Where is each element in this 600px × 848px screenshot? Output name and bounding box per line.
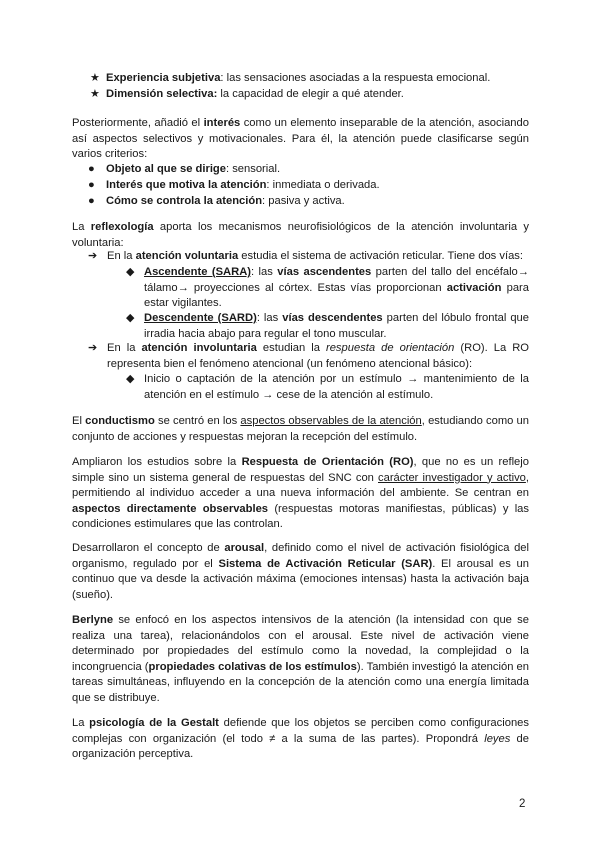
- bullet-item: ● Interés que motiva la atención: inmediata o derivada.: [88, 178, 528, 194]
- page-number: 2: [519, 798, 526, 810]
- diamond-icon: ◆: [126, 373, 135, 385]
- star-icon: ★: [90, 72, 101, 84]
- bullet-icon: ●: [88, 195, 95, 207]
- bullet-item: ● Objeto al que se dirige: sensorial.: [88, 162, 528, 178]
- star-item: ★ Experiencia subjetiva: las sensaciones asociadas a la respuesta emocional.: [90, 71, 530, 87]
- reflexology-paragraph: La reflexología aporta los mecanismos neurofisiológicos de la atención involuntaria y voluntaria:: [72, 221, 529, 249]
- diamond-icon: ◆: [126, 266, 135, 278]
- arrow-icon: ➔: [88, 342, 98, 354]
- arrow-item-involuntary: ➔ En la atención involuntaria estudian la respuesta de orientación (RO). La RO representa bien el fenómeno atencional (un fenómeno atencional básico):: [88, 342, 530, 370]
- star-icon: ★: [90, 88, 101, 100]
- arrow-icon: ➔: [88, 250, 98, 262]
- berlyne-paragraph: Berlyne se enfocó en los aspectos intensivos de la atención (la intensidad con que se realiza una tarea), relacionándolos con el arousal. Este nivel de activación viene determinado por propiedades del estímulo como la novedad, la complejidad o la incongruencia (propiedades colativas de los estímulos). También investigó la atención en tareas simultáneas, influyendo en la concepción de la atención como una energía limitada que se distribuye.: [72, 614, 529, 704]
- star-item: ★ Dimensión selectiva: la capacidad de elegir a qué atender.: [90, 87, 530, 103]
- diamond-item-sard: ◆ Descendente (SARD): las vías descendentes parten del lóbulo frontal que irradia hacia abajo para regular el tono muscular.: [126, 312, 529, 340]
- bullet-item: ● Cómo se controla la atención: pasiva y activa.: [88, 194, 528, 210]
- gestalt-paragraph: La psicología de la Gestalt defiende que los objetos se perciben como configuraciones complejas con organización (el todo ≠ a la suma de las partes). Propondrá leyes de organización perceptiva.: [72, 717, 529, 760]
- bullet-icon: ●: [88, 163, 95, 175]
- bullet-icon: ●: [88, 179, 95, 191]
- diamond-icon: ◆: [126, 312, 135, 324]
- diamond-item-sara: ◆ Ascendente (SARA): las vías ascendentes parten del tallo del encéfalo→ tálamo→ proyecciones al córtex. Estas vías proporcionan activación para estar vigilantes.: [126, 266, 529, 309]
- arrow-item-voluntary: ➔ En la atención voluntaria estudia el sistema de activación reticular. Tiene dos vías:: [88, 249, 529, 265]
- ro-paragraph: Ampliaron los estudios sobre la Respuesta de Orientación (RO), que no es un reflejo simple sino un sistema general de respuestas del SNC con carácter investigador y activo, permitiendo al individuo acceder a una nueva información del ambiente. Se centran en aspectos directamente observables (respuestas motoras manifiestas, públicas) y las condiciones estimulares que las controlan.: [72, 456, 530, 530]
- interest-paragraph: Posteriormente, añadió el interés como un elemento inseparable de la atención, asociando así aspectos selectivos y motivacionales. Para él, la atención puede clasificarse según varios criterios:: [72, 117, 529, 160]
- conductism-paragraph: El conductismo se centró en los aspectos observables de la atención, estudiando como un conjunto de acciones y respuestas mejoran la recepción del estímulo.: [72, 415, 530, 443]
- arousal-paragraph: Desarrollaron el concepto de arousal, definido como el nivel de activación fisiológica del organismo, regulado por el Sistema de Activación Reticular (SAR). El arousal es un continuo que va desde la activación máxima (emociones intensas) hasta la activación baja (sueño).: [72, 542, 529, 601]
- diamond-item-ro: ◆ Inicio o captación de la atención por un estímulo → mantenimiento de la atención en el estímulo → cese de la atención al estímulo.: [126, 373, 529, 401]
